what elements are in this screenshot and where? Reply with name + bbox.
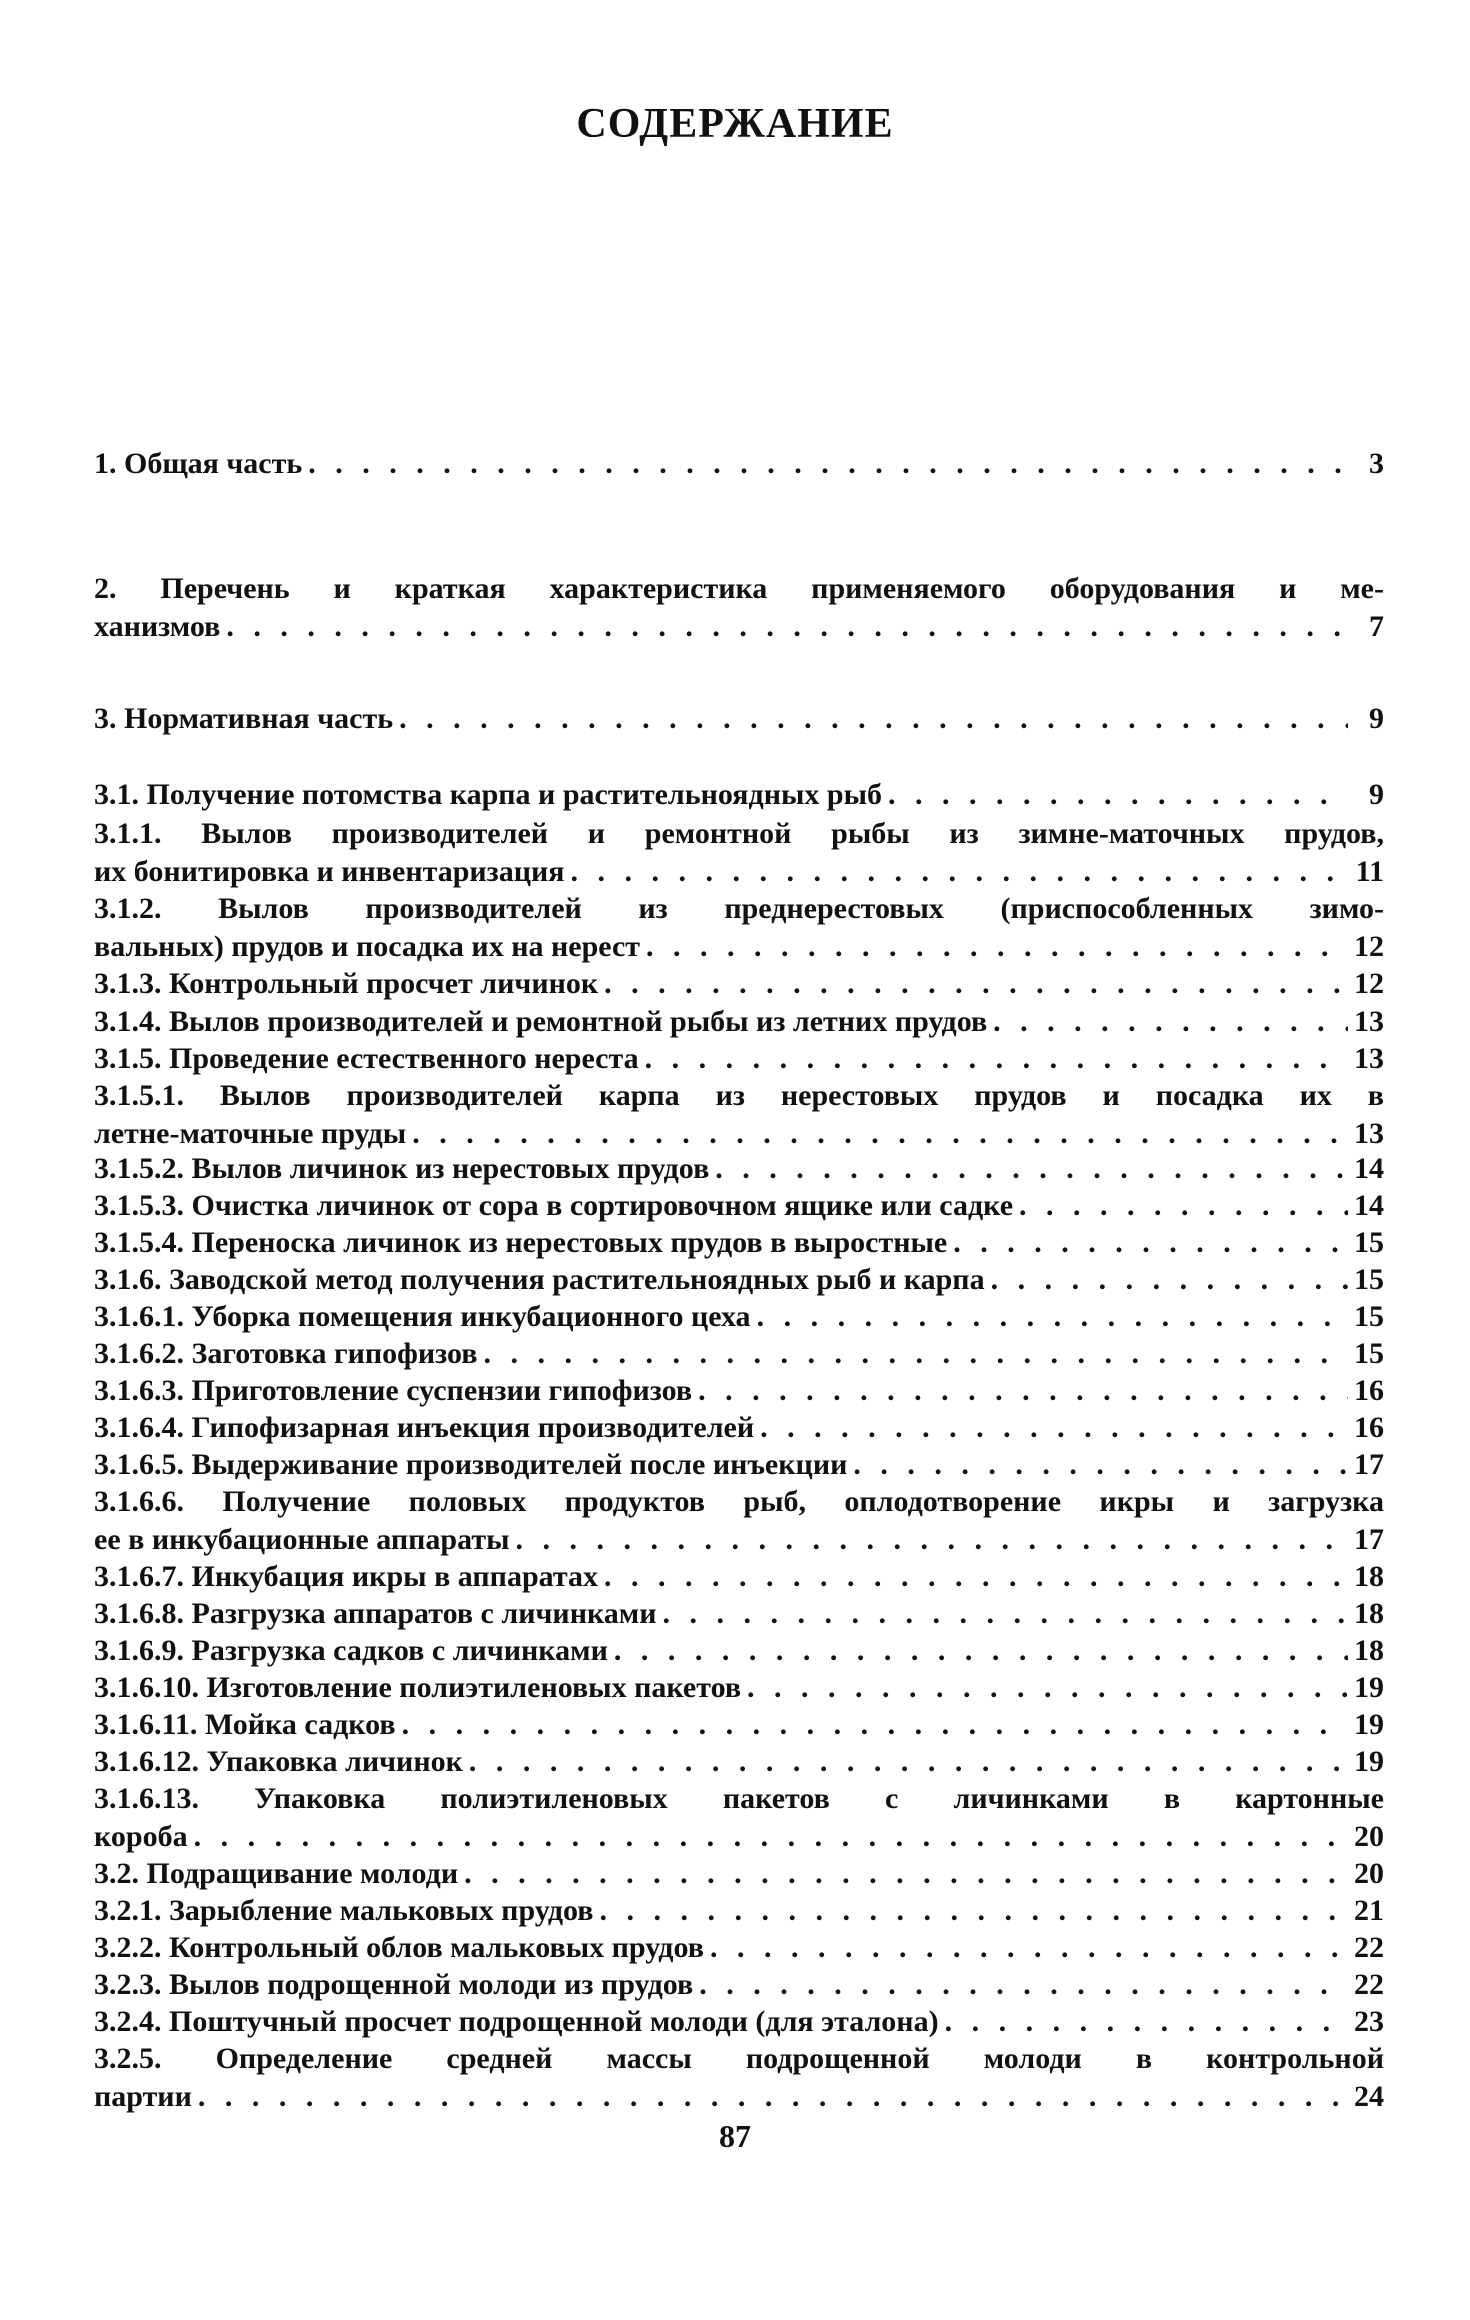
- dot-leader: [760, 1409, 1348, 1447]
- toc-entry-page: 15: [1354, 1337, 1384, 1370]
- toc-entry-label: 3.2.3. Вылов подрощенной молоди из прудов: [94, 1968, 694, 2001]
- toc-entry-label: 1. Общая часть: [94, 447, 303, 480]
- toc-entry: [94, 2040, 1384, 2116]
- toc-entry: [94, 445, 1384, 483]
- toc-entry: [94, 1780, 1384, 1856]
- toc-entry-page: 17: [1354, 1523, 1384, 1556]
- toc-entry-label: короба: [94, 1820, 188, 1853]
- dot-leader: [993, 1003, 1348, 1041]
- toc-entry: [94, 2003, 1384, 2041]
- toc-entry-label: 3.1.6.7. Инкубация икры в аппаратах: [94, 1560, 598, 1593]
- dot-leader: [198, 2078, 1348, 2116]
- dot-leader: [645, 1040, 1348, 1078]
- toc-entry: [94, 815, 1384, 891]
- toc-entry: [94, 1446, 1384, 1484]
- toc-entry-label: 3.2.2. Контрольный облов мальковых прудов: [94, 1931, 704, 1964]
- toc-entry-page: 13: [1354, 1005, 1384, 1038]
- dot-leader: [888, 776, 1348, 814]
- toc-entry-page: 14: [1354, 1189, 1384, 1222]
- toc-entry-page: 17: [1354, 1448, 1384, 1481]
- toc-entry-page: 13: [1354, 1042, 1384, 1075]
- toc-entry: [94, 1483, 1384, 1559]
- dot-leader: [484, 1335, 1348, 1373]
- toc-entry-page: 15: [1354, 1263, 1384, 1296]
- toc-entry-page: 16: [1354, 1411, 1384, 1444]
- toc-entry-line1: 3.1.6.6. Получение половых продуктов рыб, оплодотворение икры и загрузка: [94, 1485, 1384, 1518]
- toc-entry-label: 3.2. Подращивание молоди: [94, 1857, 459, 1890]
- dot-leader: [710, 1929, 1348, 1967]
- toc-entry-line1: 3.1.5.1. Вылов производителей карпа из нерестовых прудов и посадка их в: [94, 1079, 1384, 1112]
- dot-leader: [699, 1966, 1348, 2004]
- toc-entry-page: 20: [1354, 1820, 1384, 1853]
- toc-entry: [94, 1409, 1384, 1447]
- toc-entry: [94, 1187, 1384, 1225]
- toc-entry-label: 3.1.6. Заводской метод получения растительноядных рыб и карпа: [94, 1263, 985, 1296]
- toc-entry-page: 18: [1354, 1560, 1384, 1593]
- toc-entry-label: 3. Нормативная часть: [94, 702, 394, 735]
- toc-entry: [94, 1892, 1384, 1930]
- toc-entry: [94, 1040, 1384, 1078]
- toc-entry-label: 3.1.6.9. Разгрузка садков с личинками: [94, 1634, 608, 1667]
- toc-entry: [94, 1669, 1384, 1707]
- toc-entry: [94, 1706, 1384, 1744]
- toc-entry-label: 3.1.6.4. Гипофизарная инъекция производителей: [94, 1411, 755, 1444]
- toc-entry: [94, 1150, 1384, 1188]
- toc-entry-page: 11: [1355, 855, 1384, 888]
- toc-entry-line1: 2. Перечень и краткая характеристика применяемого оборудования и ме-: [94, 572, 1384, 605]
- dot-leader: [516, 1521, 1349, 1559]
- dot-leader: [402, 1706, 1348, 1744]
- toc-entry-page: 7: [1369, 610, 1384, 643]
- toc-entry-line1: 3.1.1. Вылов производителей и ремонтной рыбы из зимне-маточных прудов,: [94, 817, 1384, 850]
- toc-entry-label: 3.1.6.12. Упаковка личинок: [94, 1745, 463, 1778]
- dot-leader: [1019, 1187, 1348, 1225]
- dot-leader: [945, 2003, 1348, 2041]
- toc-entry-page: 24: [1354, 2080, 1384, 2113]
- toc-entry-page: 22: [1354, 1968, 1384, 2001]
- toc-entry-page: 23: [1354, 2005, 1384, 2038]
- dot-leader: [308, 445, 1348, 483]
- toc-entry-label: 3.1.4. Вылов производителей и ремонтной рыбы из летних прудов: [94, 1005, 988, 1038]
- toc-entry-page: 15: [1354, 1300, 1384, 1333]
- toc-entry: [94, 1595, 1384, 1633]
- toc-entry-label: 3.1.5.2. Вылов личинок из нерестовых прудов: [94, 1152, 710, 1185]
- toc-entry: [94, 1077, 1384, 1153]
- toc-entry: [94, 1743, 1384, 1781]
- toc-entry-label: 3.1.6.8. Разгрузка аппаратов с личинками: [94, 1597, 657, 1630]
- toc-entry-label: 3.1. Получение потомства карпа и растительноядных рыб: [94, 778, 883, 811]
- page-number: 87: [719, 2118, 751, 2154]
- toc-entry-label: вальных) прудов и посадка их на нерест: [94, 930, 641, 963]
- toc-entry: [94, 1335, 1384, 1373]
- dot-leader: [600, 1892, 1349, 1930]
- toc-entry-label: 3.1.6.1. Уборка помещения инкубационного цеха: [94, 1300, 751, 1333]
- toc-entry-page: 20: [1354, 1857, 1384, 1890]
- toc-entry-page: 12: [1354, 930, 1384, 963]
- toc-entry-label: партии: [94, 2080, 192, 2113]
- toc-entry-page: 18: [1354, 1634, 1384, 1667]
- toc-entry-page: 16: [1354, 1374, 1384, 1407]
- dot-leader: [226, 608, 1348, 646]
- dot-leader: [604, 965, 1348, 1003]
- toc-entry-page: 21: [1354, 1894, 1384, 1927]
- toc-entry-label: 3.1.6.10. Изготовление полиэтиленовых пакетов: [94, 1671, 742, 1704]
- dot-leader: [991, 1261, 1348, 1299]
- toc-entry: [94, 1966, 1384, 2004]
- toc-entry-label: 3.1.3. Контрольный просчет личинок: [94, 967, 599, 1000]
- dot-leader: [614, 1632, 1348, 1670]
- toc-entry-page: 19: [1354, 1745, 1384, 1778]
- toc-entry-label: 3.2.1. Зарыбление мальковых прудов: [94, 1894, 594, 1927]
- toc-entry-page: 3: [1369, 447, 1384, 480]
- toc-entry: [94, 570, 1384, 646]
- toc-entry-label: ее в инкубационные аппараты: [94, 1523, 510, 1556]
- toc-entry-label: 3.1.6.2. Заготовка гипофизов: [94, 1337, 478, 1370]
- toc-entry: [94, 1855, 1384, 1893]
- dot-leader: [757, 1298, 1348, 1336]
- toc-entry-line1: 3.1.2. Вылов производителей из преднерестовых (приспособленных зимо-: [94, 892, 1384, 925]
- toc-entry: [94, 776, 1384, 814]
- toc-entry-page: 15: [1354, 1226, 1384, 1259]
- toc-entry-label: ханизмов: [94, 610, 221, 643]
- toc-entry-page: 19: [1354, 1708, 1384, 1741]
- toc-entry-page: 9: [1369, 778, 1384, 811]
- toc-entry-page: 19: [1354, 1671, 1384, 1704]
- toc-entry-label: 3.1.6.5. Выдерживание производителей после инъекции: [94, 1448, 848, 1481]
- dot-leader: [604, 1558, 1348, 1596]
- toc-entry-line1: 3.2.5. Определение средней массы подрощенной молоди в контрольной: [94, 2042, 1384, 2075]
- toc-entry: [94, 965, 1384, 1003]
- toc-entry-page: 22: [1354, 1931, 1384, 1964]
- toc-entry-label: их бонитировка и инвентаризация: [94, 855, 565, 888]
- page-title: СОДЕРЖАНИЕ: [576, 101, 894, 147]
- toc-entry-label: 3.1.5.3. Очистка личинок от сора в сортировочном ящике или садке: [94, 1189, 1014, 1222]
- toc-entry-line1: 3.1.6.13. Упаковка полиэтиленовых пакетов с личинками в картонные: [94, 1782, 1384, 1815]
- dot-leader: [646, 928, 1348, 966]
- toc-entry: [94, 1261, 1384, 1299]
- toc-entry-label: 3.1.6.11. Мойка садков: [94, 1708, 396, 1741]
- toc-entry-page: 13: [1354, 1117, 1384, 1150]
- dot-leader: [399, 700, 1348, 738]
- dot-leader: [464, 1855, 1348, 1893]
- toc-entry: [94, 1929, 1384, 1967]
- toc-entry-page: 14: [1354, 1152, 1384, 1185]
- dot-leader: [698, 1372, 1348, 1410]
- toc-entry-label: 3.1.5.4. Переноска личинок из нерестовых прудов в выростные: [94, 1226, 948, 1259]
- toc-entry-page: 9: [1369, 702, 1384, 735]
- toc-entry-label: 3.1.5. Проведение естественного нереста: [94, 1042, 639, 1075]
- dot-leader: [194, 1818, 1348, 1856]
- dot-leader: [412, 1115, 1348, 1153]
- dot-leader: [853, 1446, 1348, 1484]
- toc-entry-label: 3.1.6.3. Приготовление суспензии гипофизов: [94, 1374, 693, 1407]
- toc-entry-label: летне-маточные пруды: [94, 1117, 407, 1150]
- toc-entry: [94, 890, 1384, 966]
- toc-entry-page: 18: [1354, 1597, 1384, 1630]
- toc-entry: [94, 700, 1384, 738]
- toc-entry: [94, 1224, 1384, 1262]
- dot-leader: [953, 1224, 1348, 1262]
- toc-entry: [94, 1298, 1384, 1336]
- toc-entry-page: 12: [1354, 967, 1384, 1000]
- dot-leader: [747, 1669, 1348, 1707]
- toc-entry: [94, 1558, 1384, 1596]
- toc-entry: [94, 1632, 1384, 1670]
- dot-leader: [715, 1150, 1348, 1188]
- dot-leader: [663, 1595, 1348, 1633]
- toc-entry: [94, 1372, 1384, 1410]
- dot-leader: [571, 853, 1348, 891]
- toc-entry: [94, 1003, 1384, 1041]
- toc-entry-label: 3.2.4. Поштучный просчет подрощенной молоди (для эталона): [94, 2005, 939, 2038]
- dot-leader: [469, 1743, 1348, 1781]
